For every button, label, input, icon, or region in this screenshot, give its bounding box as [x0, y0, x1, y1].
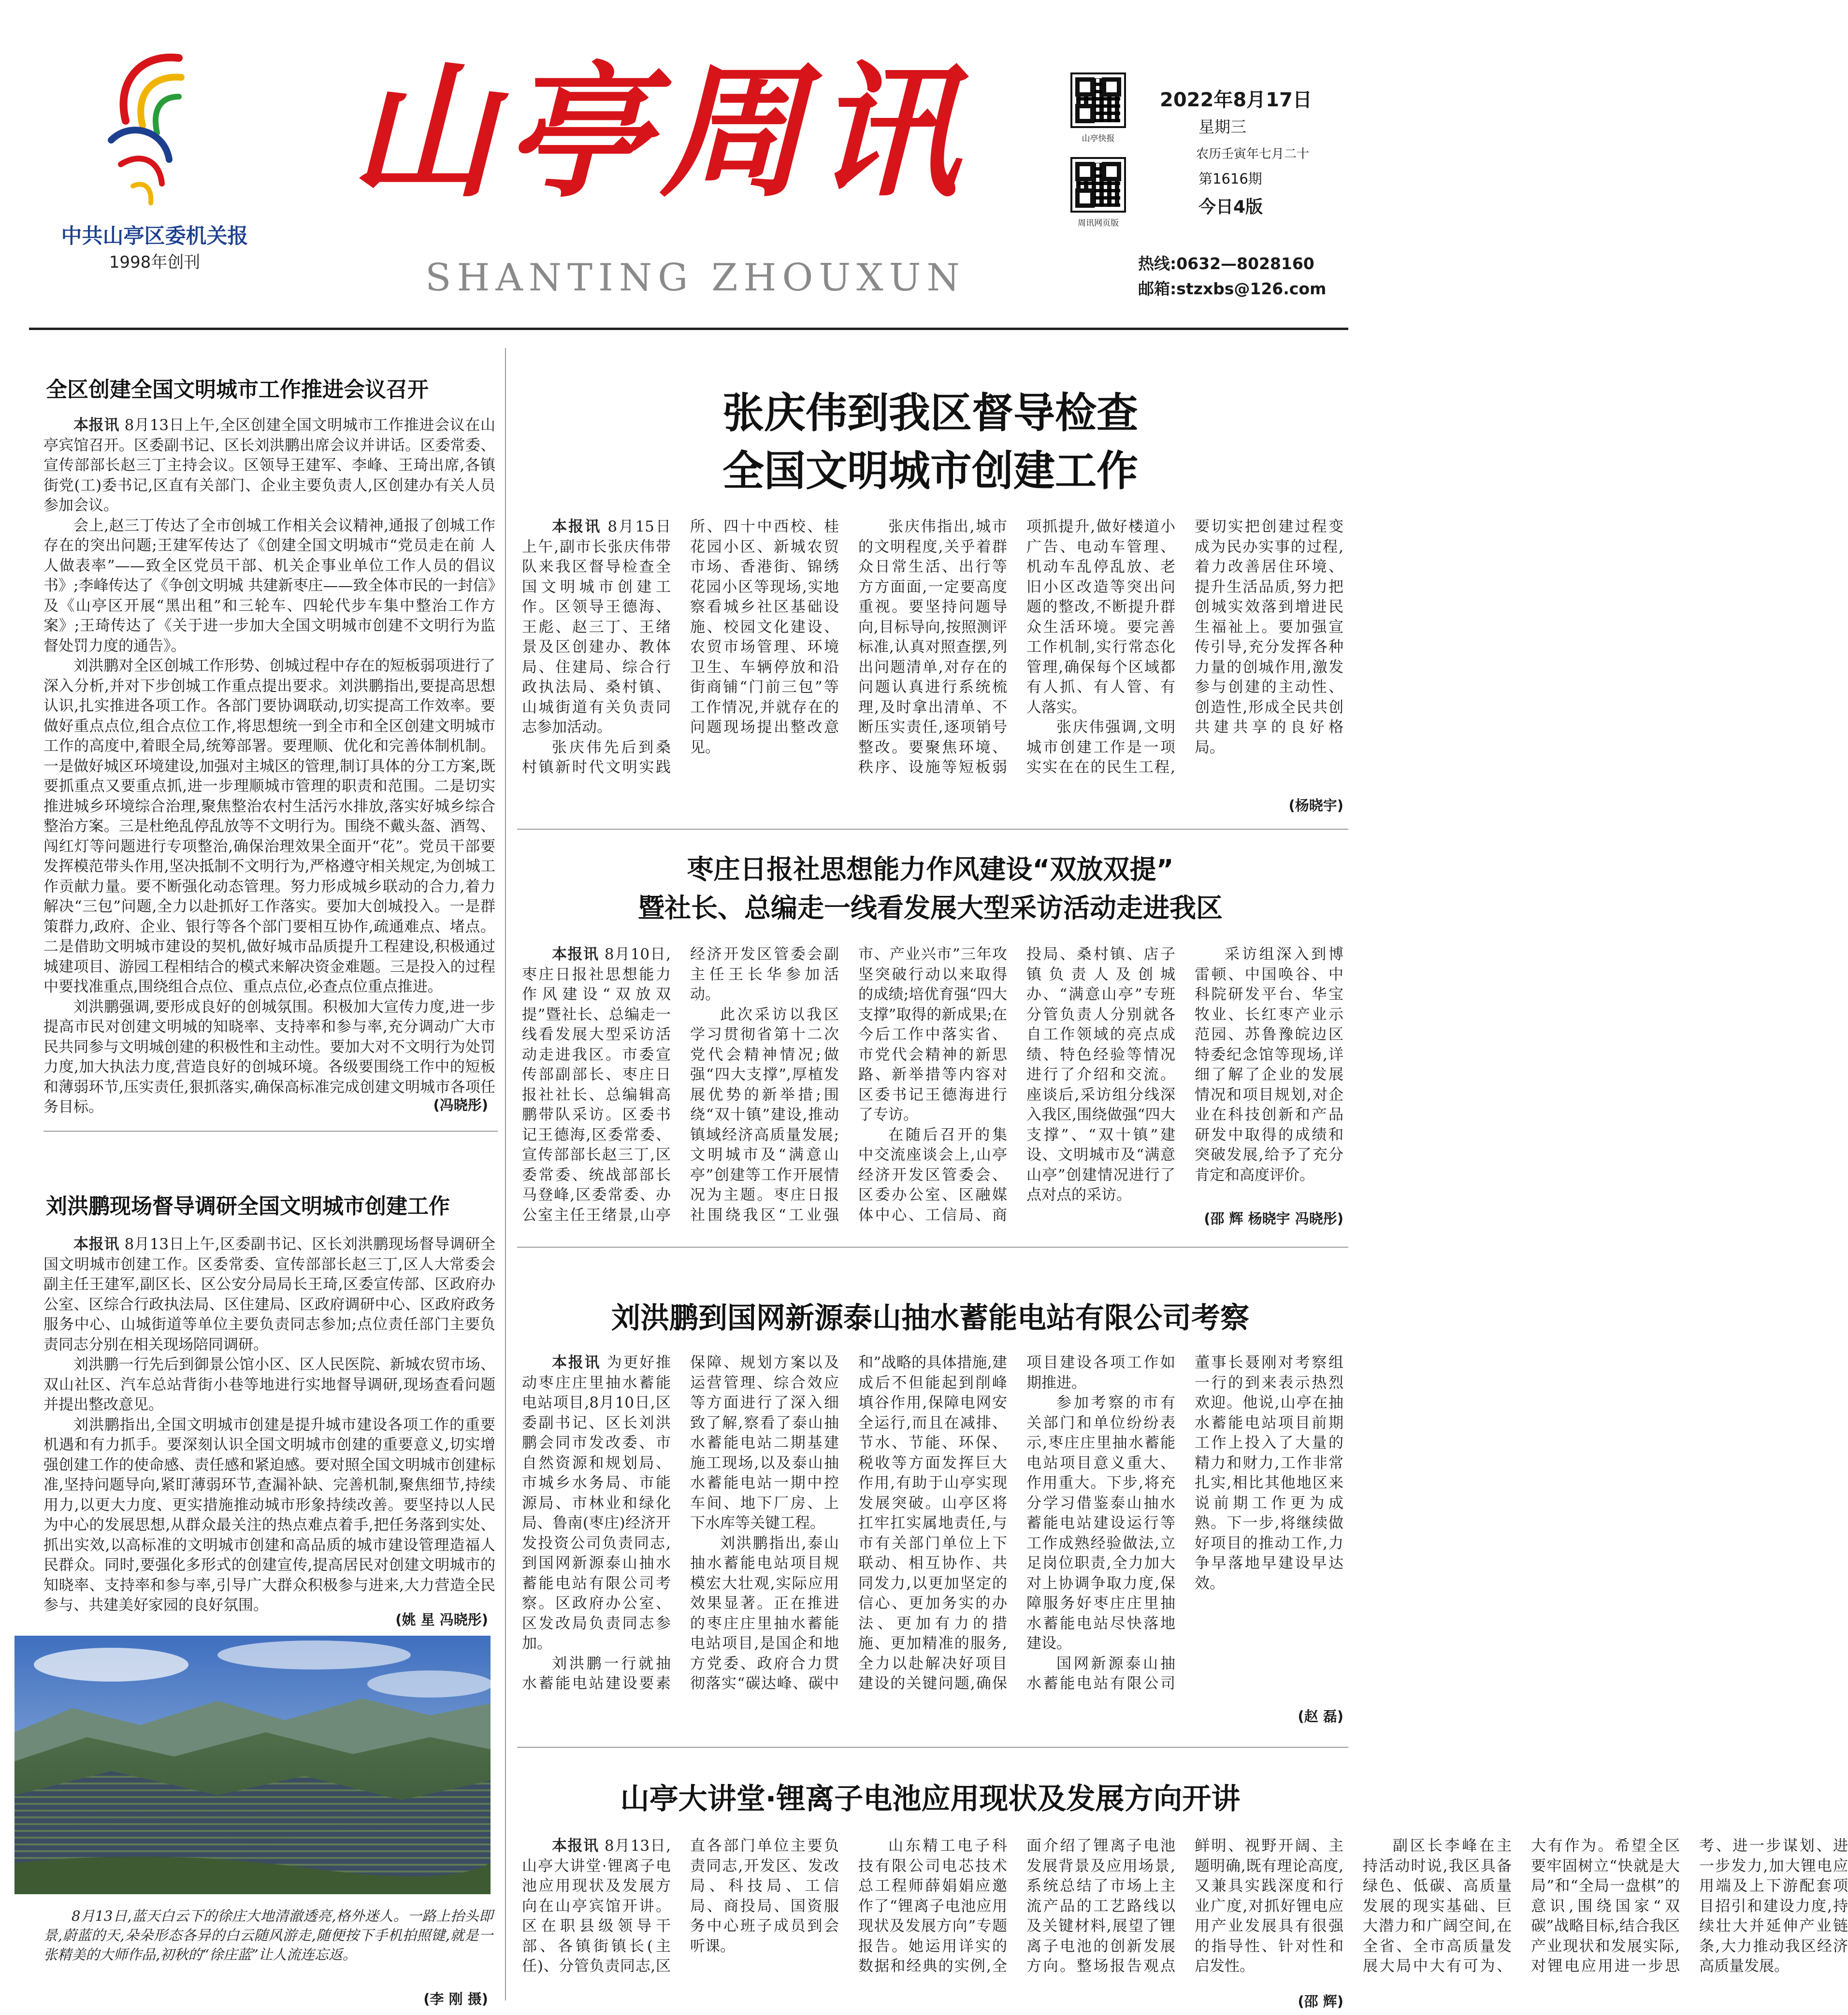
masthead — [0, 0, 1364, 309]
issue-date: 2022年8月17日 — [1160, 89, 1312, 111]
dateline: 本报讯 — [73, 417, 120, 434]
article-4-headline-line1: 枣庄日报社思想能力作风建设“双放双提” — [687, 854, 1174, 885]
dateline: 本报讯 — [552, 518, 602, 535]
article-3-headline-line2: 全国文明城市创建工作 — [722, 447, 1138, 495]
article-3-byline: (杨晓宇) — [1288, 797, 1343, 814]
qr-label-kuaibao: 山亭快报 — [1082, 134, 1115, 144]
newspaper-logo — [97, 48, 198, 217]
article-1-body: 本报讯 8月13日上午,全区创建全国文明城市工作推进会议在山亭宾馆召开。区委副书记、区长刘洪鹏出席会议并讲话。区委常委、宣传部部长赵三丁主持会议。区领导王建军、李峰、王琦出席,各镇街党(工)委书记,区直有关部门、企业主要负责人,区创建办有关人员参加会议。 会上,赵三丁传达了全市创城工作相关会议精神,通报了创城工作存在的突出问题;王建军传达了《创建全国文明城市“党员走在前 人人做表率”——致全区党员干部、机关企事业单位工作人员的倡议书》;李峰传达了《争创文明城 共建新枣庄——致全体市民的一封信》及《山亭区开展“黑出租”和三轮车、四轮代步车集中整治工作方案》;王琦传达了《关于进一步加大全国文明城市创建不文明行为监督处罚力度的通告》。 刘洪鹏对全区创城工作形势、创城过程中存在的短板弱项进行了深入分析,并对下步创城工作重点提出要求。刘洪鹏指出,要提高思想认识,扎实推进各项工作。各部门要协调联动,切实提高工作效率。要做好重点点位,组合点位工作,将思想统一到全市和全区创建文明城市工作的高度中,着眼全局,统筹部署。要理顺、优化和完善体制机制。一是做好城区环境建设,加强对主城区的管理,制订具体的分工方案,既要抓重点又要重点抓,进一步理顺城市管理的职责和范围。二是切实推进城乡环境综合治理,聚焦整治农村生活污水排放,落实好城乡综合整治方案。三是杜绝乱停乱放等不文明行为。围绕不戴头盔、酒驾、闯红灯等问题进行专项整治,确保治理效果全面开“花”。党员干部要发挥模范带头作用,坚决抵制不文明行为,严格遵守相关规定,为创城工作贡献力量。要不断强化动态管理。努力形成城乡联动的合力,着力解决“三包”问题,全力以赴抓好工作落实。要加大创城投入。一是群策群力,政府、企业、银行等各个部门要相互协作,疏通难点、堵点。二是借助文明城市建设的契机,做好城市品质提升工程建设,积极通过城建项目、游园工程相结合的模式来解决资金难题。三是投入的过程中要找准重点,围绕组合点位、重点点位,必查点位重点推进。 刘洪鹏强调,要形成良好的创城氛围。积极加大宣传力度,进一步提高市民对创建文明城的知晓率、支持率和参与率,充分调动广大市民共同参与文明城创建的积极性和主动性。要加大对不文明行为处罚力度,加大执法力度,营造良好的创城环境。各级要围绕工作中的短板和薄弱环节,压实责任,狠抓落实,确保高标准完成创建文明城市各项任务目标。 — [43, 417, 496, 1116]
issue-number: 第1616期 — [1198, 171, 1262, 187]
org-name: 中共山亭区委机关报 — [61, 224, 248, 248]
section-divider — [43, 1131, 498, 1132]
qr-code-web[interactable] — [1070, 157, 1126, 213]
section-divider — [517, 1247, 1348, 1248]
founded-year: 1998年创刊 — [109, 253, 201, 272]
qr-code-kuaibao[interactable] — [1070, 72, 1126, 128]
article-5-body: 本报讯 为更好推动枣庄庄里抽水蓄能电站项目,8月10日,区委副书记、区长刘洪鹏会同市发改委、市自然资源和规划局、市城乡水务局、市能源局、市林业和绿化局、鲁南(枣庄)经济开发投资公司负责同志,到国网新源泰山抽水蓄能电站有限公司考察。区政府办公室、区发改局负责同志参加。 刘洪鹏一行就抽水蓄能电站建设要素保障、规划方案以及运营管理、综合效应等方面进行了深入细致了解,察看了泰山抽水蓄能电站二期基建施工现场,以及泰山抽水蓄能电站一期中控车间、地下厂房、上下水库等关键工程。 刘洪鹏指出,泰山抽水蓄能电站项目规模宏大壮观,实际应用效果显著。正在推进的枣庄庄里抽水蓄能电站项目,是国企和地方党委、政府合力贯彻落实“碳达峰、碳中和”战略的具体措施,建成后不但能起到削峰填谷作用,保障电网安全运行,而且在减排、节水、节能、环保、税收等方面发挥巨大作用,有助于山亭实现发展突破。山亭区将扛牢扛实属地责任,与市有关部门单位上下联动、相互协作、共同发力,以更加坚定的信心、更加务实的办法、更加有力的措施、更加精准的服务,全力以赴解决好项目建设的关键问题,确保项目建设各项工作如期推进。 参加考察的市有关部门和单位纷纷表示,枣庄庄里抽水蓄能电站项目意义重大、作用重大。下步,将充分学习借鉴泰山抽水蓄能电站建设运行等工作成熟经验做法,立足岗位职责,全力加大对上协调争取力度,保障服务好枣庄庄里抽水蓄能电站尽快落地建设。 国网新源泰山抽水蓄能电站有限公司董事长聂刚对考察组一行的到来表示热烈欢迎。他说,山亭在抽水蓄能电站项目前期工作上投入了大量的精力和财力,工作非常扎实,相比其他地区来说前期工作更为成熟。下一步,将继续做好项目的推动工作,力争早落地早建设早达效。 — [522, 1354, 1343, 1692]
article-5-headline: 刘洪鹏到国网新源泰山抽水蓄能电站有限公司考察 — [611, 1301, 1249, 1335]
article-4-byline: (邵 辉 杨晓宇 冯晓彤) — [1204, 1210, 1343, 1227]
dateline: 本报讯 — [73, 1236, 120, 1253]
newspaper-pinyin: SHANTING ZHOUXUN — [425, 256, 966, 300]
masthead-divider — [29, 328, 1348, 330]
article-3-body: 本报讯 8月15日上午,副市长张庆伟带队来我区督导检查全国文明城市创建工作。区领导王德海、王彪、赵三丁、王绪景及区创建办、教体局、住建局、综合行政执法局、桑村镇、山城街道有关负责同志参加活动。 张庆伟先后到桑村镇新时代文明实践所、四十中西校、桂花园小区、新城农贸市场、香港街、锦绣花园小区等现场,实地察看城乡社区基础设施、校园文化建设、农贸市场管理、环境卫生、车辆停放和沿街商铺“门前三包”等工作情况,并就存在的问题现场提出整改意见。 张庆伟指出,城市的文明程度,关乎着群众日常生活、出行等方方面面,一定要高度重视。要坚持问题导向,目标导向,按照测评标准,认真对照查摆,列出问题清单,对存在的问题认真进行系统梳理,及时拿出清单、不断压实责任,逐项销号整改。要聚焦环境、秩序、设施等短板弱项抓提升,做好楼道小广告、电动车管理、机动车乱停乱放、老旧小区改造等突出问题的整改,不断提升群众生活环境。要完善工作机制,实行常态化管理,确保每个区域都有人抓、有人管、有人落实。 张庆伟强调,文明城市创建工作是一项实实在在的民生工程,要切实把创建过程变成为民办实事的过程,着力改善居住环境、提升生活品质,努力把创城实效落到增进民生福祉上。要加强宣传引导,充分发挥各种力量的创城作用,激发参与创建的主动性、创造性,形成全民共创共建共享的良好格局。 — [522, 518, 1343, 776]
qr-label-web: 周讯网页版 — [1078, 218, 1119, 228]
article-6-body: 本报讯 8月13日,山亭大讲堂·锂离子电池应用现状及发展方向在山亭宾馆开讲。区在职县级领导干部、各镇街镇长(主任)、分管负责同志,区直各部门单位主要负责同志,开发区、发改局、科技局、工信局、商投局、国资服务中心班子成员到会听课。 山东精工电子科技有限公司电芯技术总工程师薛娟娟应邀作了“锂离子电池应用现状及发展方向”专题报告。她运用详实的数据和经典的实例,全面介绍了锂离子电池发展背景及应用场景,系统总结了市场上主流产品的工艺路线以及关键材料,展望了锂离子电池的创新发展方向。整场报告观点鲜明、视野开阔、主题明确,既有理论高度,又兼具实践深度和行业广度,对抓好锂电应用产业发展具有很强的指导性、针对性和启发性。 副区长李峰在主持活动时说,我区具备绿色、低碳、高质量发展的现实基础、巨大潜力和广阔空间,在全省、全市高质量发展大局中大有可为、大有作为。希望全区要牢固树立“快就是大局”和“全局一盘棋”的意识,围绕国家“双碳”战略目标,结合我区产业现状和发展实际,对锂电应用进一步思考、进一步谋划、进一步发力,加大锂电应用端及上下游配套项目招引和建设力度,持续壮大并延伸产业链条,大力推动我区经济高质量发展。 — [522, 1837, 1848, 1975]
hotline: 热线:0632—8028160 — [1138, 254, 1314, 273]
column-divider — [505, 348, 506, 2001]
article-1-byline: (冯晓彤) — [433, 1097, 488, 1113]
issue-lunar: 农历壬寅年七月二十 — [1196, 147, 1310, 161]
article-5-byline: (赵 磊) — [1298, 1708, 1343, 1725]
pages-today: 今日4版 — [1198, 197, 1263, 217]
article-6-headline: 山亭大讲堂·锂离子电池应用现状及发展方向开讲 — [620, 1782, 1241, 1816]
newspaper-title: 山亭周讯 — [350, 48, 969, 217]
article-6-byline: (邵 辉) — [1298, 1993, 1343, 2010]
article-1-headline: 全区创建全国文明城市工作推进会议召开 — [46, 377, 429, 402]
landscape-photo — [14, 1636, 491, 1894]
photo-caption: 8月13日,蓝天白云下的徐庄大地清澈透亮,格外迷人。一路上抬头即景,蔚蓝的天,朵朵形态各异的白云随风游走,随便按下手机拍照键,就是一张精美的大师作品,初秋的“徐庄蓝”让人流连忘返。 — [43, 1908, 493, 1963]
photo-credit: (李 刚 摄) — [423, 1991, 488, 2007]
dateline: 本报讯 — [552, 946, 599, 963]
section-divider — [517, 1747, 1348, 1748]
dateline: 本报讯 — [552, 1837, 599, 1855]
article-3-headline-line1: 张庆伟到我区督导检查 — [722, 389, 1138, 437]
article-2-byline: (姚 星 冯晓彤) — [395, 1612, 488, 1628]
article-4-headline-line2: 暨社长、总编走一线看发展大型采访活动走进我区 — [637, 892, 1223, 923]
article-2-body: 本报讯 8月13日上午,区委副书记、区长刘洪鹏现场督导调研全国文明城市创建工作。区委常委、宣传部部长赵三丁,区人大常委会副主任王建军,副区长、区公安分局局长王琦,区委宣传部、区政府办公室、区综合行政执法局、区住建局、区政府调研中心、区政府政务服务中心、山城街道等单位主要负责同志参加;点位责任部门主要负责同志分别在相关现场陪同调研。 刘洪鹏一行先后到御景公馆小区、区人民医院、新城农贸市场、双山社区、汽车总站背街小巷等地进行实地督导调研,现场查看问题并提出整改意见。 刘洪鹏指出,全国文明城市创建是提升城市建设各项工作的重要机遇和有力抓手。要深刻认识全国文明城市创建的重要意义,切实增强创建工作的使命感、责任感和紧迫感。要对照全国文明城市创建标准,坚持问题导向,紧盯薄弱环节,查漏补缺、完善机制,聚焦细节,持续用力,以更大力度、更实措施推动城市形象持续改善。要坚持以人民为中心的发展思想,从群众最关注的热点难点着手,把任务落到实处、抓出实效,以高标准的文明城市创建和高品质的城市建设管理造福人民群众。同时,要强化多形式的创建宣传,提高居民对创建文明城市的知晓率、支持率和参与率,引导广大群众积极参与进来,大力营造全民参与、共建美好家园的良好氛围。 — [43, 1236, 496, 1614]
article-2-headline: 刘洪鹏现场督导调研全国文明城市创建工作 — [46, 1194, 450, 1219]
article-4-body: 本报讯 8月10日,枣庄日报社思想能力作风建设“双放双提”暨社长、总编走一线看发展大型采访活动走进我区。市委宣传部副部长、枣庄日报社社长、总编辑高鹏带队采访。区委书记王德海,区委常委、宣传部部长赵三丁,区委常委、统战部部长马登峰,区委常委、办公室主任王绪景,山亭经济开发区管委会副主任王长华参加活动。 此次采访以我区学习贯彻省第十二次党代会精神情况;做强“四大支撑”,厚植发展优势的新举措;围绕“双十镇”建设,推动镇域经济高质量发展;文明城市及“满意山亭”创建等工作开展情况为主题。枣庄日报社围绕我区“工业强市、产业兴市”三年攻坚突破行动以来取得的成绩;培优育强“四大支撑”取得的新成果;在今后工作中落实省、市党代会精神的新思路、新举措等内容对区委书记王德海进行了专访。 在随后召开的集中交流座谈会上,山亭经济开发区管委会、区委办公室、区融媒体中心、工信局、商投局、桑村镇、店子镇负责人及创城办、“满意山亭”专班分管负责人分别就各自工作领域的亮点成绩、特色经验等情况进行了介绍和交流。座谈后,采访组分线深入我区,围绕做强“四大支撑”、“双十镇”建设、文明城市及“满意山亭”创建情况进行了点对点的采访。 采访组深入到博雷顿、中国唤谷、中科院研发平台、华宝牧业、长红枣产业示范园、苏鲁豫皖边区特委纪念馆等现场,详细了解了企业的发展情况和项目规划,对企业在科技创新和产品研发中取得的成绩和突破发展,给予了充分肯定和高度评价。 — [522, 946, 1343, 1224]
email: 邮箱:stzxbs@126.com — [1138, 279, 1327, 298]
issue-weekday: 星期三 — [1198, 117, 1246, 136]
dateline: 本报讯 — [552, 1354, 601, 1371]
section-divider — [517, 829, 1348, 830]
